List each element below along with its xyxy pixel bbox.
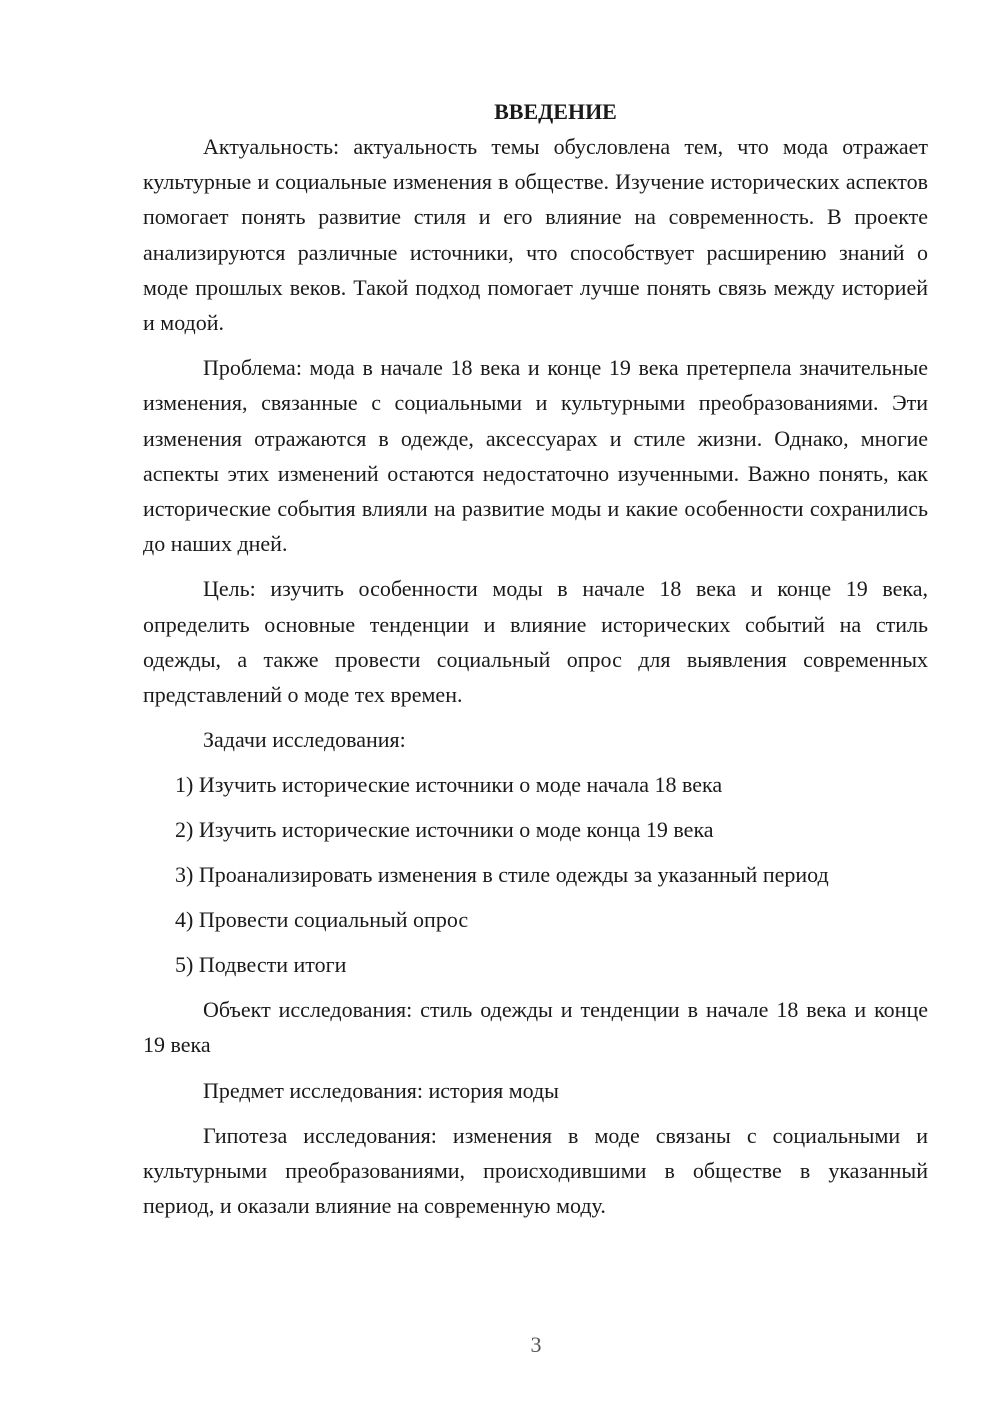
task-item: 3) Проанализировать изменения в стиле одежды за указанный период xyxy=(175,862,829,888)
task-item: 5) Подвести итоги xyxy=(175,952,347,978)
task-item: 2) Изучить исторические источники о моде конца 19 века xyxy=(175,817,714,843)
hypothesis-paragraph: Гипотеза исследования: изменения в моде связаны с социальными и культурными преобразованиями, происходившими в обществе в указанный период, и оказали влияние на современную моду. xyxy=(143,1122,928,1219)
page-number: 3 xyxy=(530,1332,542,1357)
problem-paragraph: Проблема: мода в начале 18 века и конце 19 века претерпела значительные изменения, связанные с социальными и культурными преобразованиями. Эти изменения отражаются в одежде, аксессуарах и стиле жизни. Однако, многие аспекты этих изменений остаются недостаточно изученными. Важно понять, как исторические события влияли на развитие моды и какие особенности сохранились до наших дней. xyxy=(143,355,928,557)
task-list xyxy=(143,767,928,982)
page-content xyxy=(143,94,928,1223)
section-title: ВВЕДЕНИЕ xyxy=(494,99,617,124)
subject-paragraph: Предмет исследования: история моды xyxy=(203,1077,559,1103)
object-paragraph: Объект исследования: стиль одежды и тенденции в начале 18 века и конце 19 века xyxy=(143,997,928,1058)
tasks-heading: Задачи исследования: xyxy=(203,727,406,753)
relevance-paragraph: Актуальность: актуальность темы обусловлена тем, что мода отражает культурные и социальные изменения в обществе. Изучение исторических аспектов помогает понять развитие стиля и его влияние на современность. В проекте анализируются различные источники, что способствует расширению знаний о моде прошлых веков. Такой подход помогает лучше понять связь между историей и модой. xyxy=(143,134,928,336)
goal-paragraph: Цель: изучить особенности моды в начале 18 века и конце 19 века, определить основные тенденции и влияние исторических событий на стиль одежды, а также провести социальный опрос для выявления современных представлений о моде тех времен. xyxy=(143,576,928,708)
task-item: 1) Изучить исторические источники о моде начала 18 века xyxy=(175,772,723,798)
task-item: 4) Провести социальный опрос xyxy=(175,907,469,933)
